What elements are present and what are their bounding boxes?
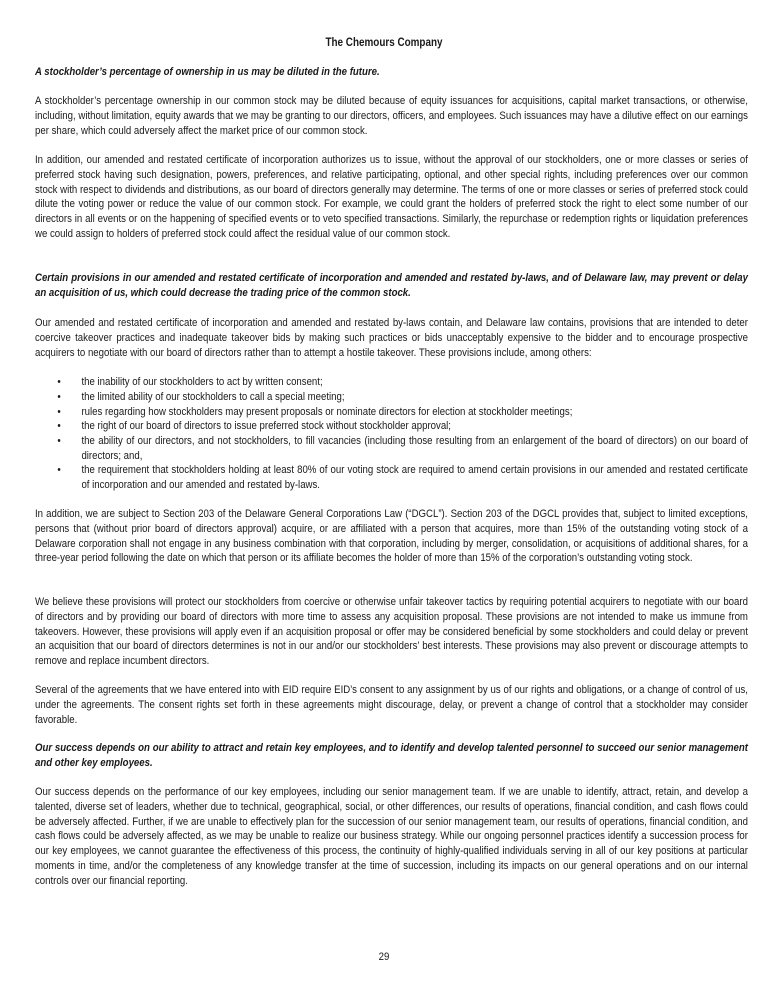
company-header: The Chemours Company: [325, 37, 443, 49]
section-heading-key-employees: [35, 741, 748, 771]
bullet-list-item: [35, 434, 748, 464]
heading-text: Certain provisions in our amended and restated certificate of incorporation and amended and restated by-laws, and of Delaware law, may prevent or delay an acquisition of us, which could decrease the trading price of the common stock.: [35, 272, 748, 299]
paragraph-text: In addition, we are subject to Section 203 of the Delaware General Corporations Law (“DGCL”). Section 203 of the DGCL provides that, subject to limited exceptions, persons that (without prior board of directors approval) acquire, or are affiliated with a person that acquires, more than 15% of the outstanding voting stock of a Delaware corporation shall not engage in any business combination with that corporation, including by merger, consolidation, or acquisitions of additional shares, for a three-year period following the date on which that person or its affiliate becomes the holder of more than 15% of the corporation’s outstanding voting stock.: [35, 508, 748, 565]
page-number: 29: [378, 951, 390, 963]
bullet-list: [35, 375, 748, 390]
list-item-text: the ability of our directors, and not stockholders, to fill vacancies (including those resulting from an enlargement of the board of directors) on our board of directors; and,: [81, 435, 748, 462]
list-item: [35, 463, 748, 493]
list-item-text: the right of our board of directors to issue preferred stock without stockholder approval;: [81, 420, 451, 432]
heading-text: Our success depends on our ability to attract and retain key employees, and to identify and develop talented personnel to succeed our senior management and other key employees.: [35, 742, 748, 769]
bullet-list-item: [35, 390, 748, 405]
list-item-text: the requirement that stockholders holding at least 80% of our voting stock are required to amend certain provisions in our amended and restated certificate of incorporation and our amended and restated by-laws.: [81, 464, 748, 491]
list-item: [35, 375, 748, 390]
bullet-icon: •: [57, 435, 61, 447]
paragraph: [35, 785, 748, 888]
paragraph-text: A stockholder’s percentage ownership in our common stock may be diluted because of equity issuances for acquisitions, capital market transactions, or otherwise, including, without limitation, equity awards that we may be granting to our directors, officers, and employees. Such issuances may have a dilutive effect on our earnings per share, which could adversely affect the market price of our common stock.: [35, 95, 748, 137]
list-item: [35, 434, 748, 464]
section-heading-anti-takeover: [35, 271, 748, 301]
paragraph-text: Several of the agreements that we have entered into with EID require EID’s consent to any assignment by us of our rights and obligations, or a change of control of us, under the agreements. The consent rights set forth in these agreements might discourage, delay, or prevent a change of control that a stockholder may consider favorable.: [35, 684, 748, 726]
paragraph: [35, 683, 748, 727]
section-heading-dilution: [35, 65, 748, 80]
list-item: [35, 419, 748, 434]
paragraph: [35, 153, 748, 242]
paragraph: [35, 316, 748, 360]
bullet-icon: •: [57, 420, 61, 432]
list-item-text: rules regarding how stockholders may present proposals or nominate directors for election at stockholder meetings;: [81, 406, 573, 418]
paragraph-text: In addition, our amended and restated certificate of incorporation authorizes us to issue, without the approval of our stockholders, one or more classes or series of preferred stock having such designation, powers, preferences, and relative participating, optional, and other special rights, including preferences over our common stock with respect to dividends and distributions, as our board of directors generally may determine. The terms of one or more classes or series of preferred stock could dilute the voting power or reduce the value of our common stock. For example, we could grant the holders of preferred stock the right to elect some number of our directors in all events or on the happening of specified events or to veto specified transactions. Similarly, the repurchase or redemption rights or liquidation preferences we could assign to holders of preferred stock could affect the residual value of our common stock.: [35, 154, 748, 240]
bullet-list-item: [35, 463, 748, 493]
bullet-icon: •: [57, 406, 61, 418]
list-item-text: the limited ability of our stockholders to call a special meeting;: [81, 391, 345, 403]
paragraph: [35, 595, 748, 669]
heading-text: A stockholder’s percentage of ownership in us may be diluted in the future.: [35, 66, 380, 78]
paragraph-text: Our success depends on the performance of our key employees, including our senior management team. If we are unable to identify, attract, retain, and develop a talented, diverse set of leaders, whether due to technical, geographical, social, or other differences, our results of operations, financial condition, and cash flows could be adversely affected. Further, if we are unable to effectively plan for the succession of our senior management team, our results of operations, financial condition, and cash flows could be adversely affected, as we may be unable to realize our business strategy. While our ongoing personnel practices identify a succession process for our key employees, we cannot guarantee the effectiveness of this process, the continuity of highly-qualified individuals serving in all of our key positions at particular moments in time, and/or the completeness of any knowledge transfer at the time of succession, including its impacts on our general operations and on our internal controls over our financial reporting.: [35, 786, 748, 887]
list-item-text: the inability of our stockholders to act by written consent;: [81, 376, 323, 388]
bullet-icon: •: [57, 376, 61, 388]
paragraph-text: We believe these provisions will protect our stockholders from coercive or otherwise unfair takeover tactics by requiring potential acquirers to negotiate with our board of directors and by providing our board of directors with more time to assess any acquisition proposal. These provisions are not intended to make us immune from takeovers. However, these provisions will apply even if an acquisition proposal or offer may be considered beneficial by some stockholders and could delay or prevent an acquisition that our board of directors determines is not in our and/or our stockholders’ best interests. These provisions may also prevent or discourage attempts to remove and replace incumbent directors.: [35, 596, 748, 667]
paragraph: [35, 94, 748, 138]
paragraph: [35, 507, 748, 566]
bullet-icon: •: [57, 391, 61, 403]
list-item: [35, 390, 748, 405]
list-item: [35, 405, 748, 420]
bullet-list-item: [35, 405, 748, 420]
bullet-list-item: [35, 419, 748, 434]
bullet-icon: •: [57, 464, 61, 476]
paragraph-text: Our amended and restated certificate of incorporation and amended and restated by-laws contain, and Delaware law contains, provisions that are intended to deter coercive takeover practices and inadequate takeover bids by making such practices or bids unacceptably expensive to the bidder and to encourage prospective acquirers to negotiate with our board of directors rather than to attempt a hostile takeover. These provisions include, among others:: [35, 317, 748, 359]
